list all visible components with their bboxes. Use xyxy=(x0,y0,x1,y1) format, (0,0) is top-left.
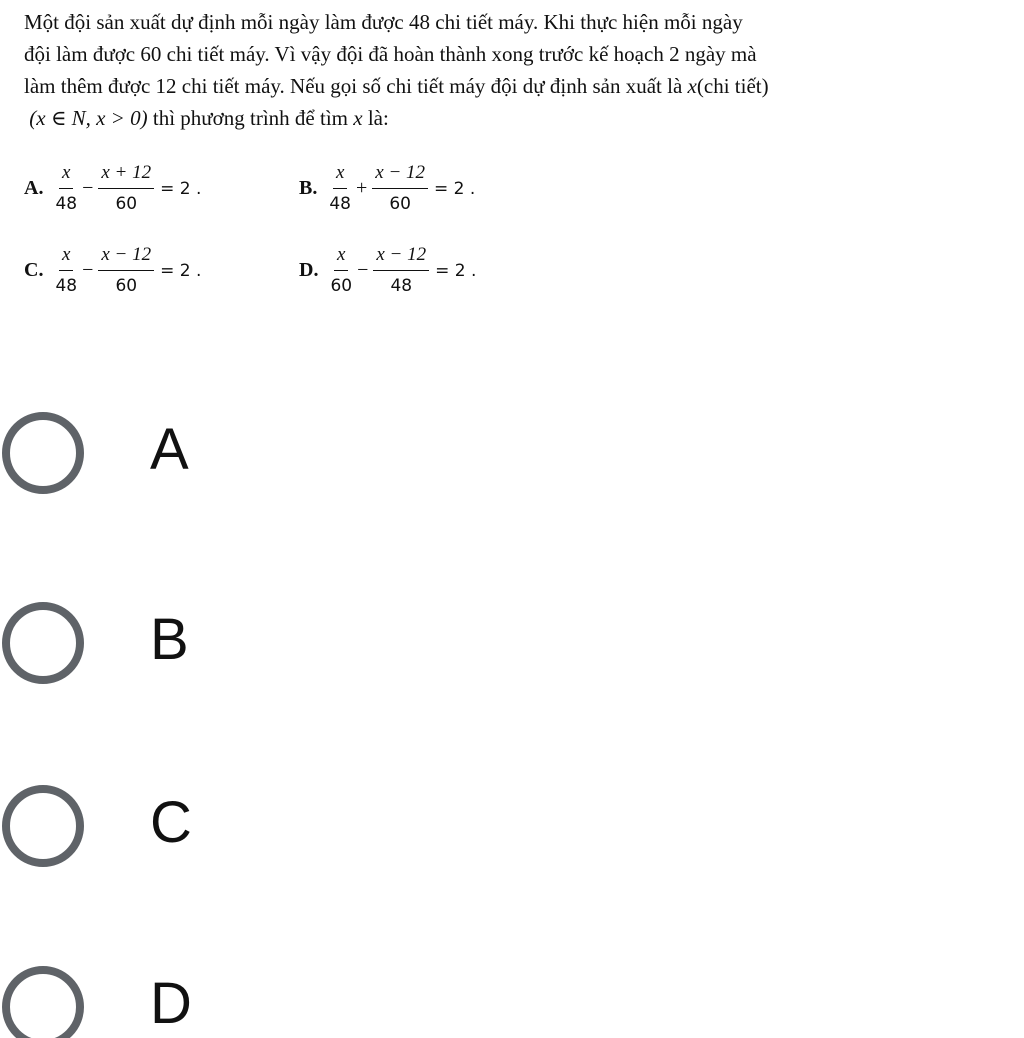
denominator: 60 xyxy=(330,276,353,296)
options-row-1 xyxy=(24,160,475,217)
option-b xyxy=(299,160,475,217)
option-d xyxy=(299,242,476,299)
choice-b[interactable] xyxy=(0,594,400,704)
fraction xyxy=(372,160,428,217)
fraction xyxy=(55,242,77,299)
denominator: 60 xyxy=(389,194,411,214)
denominator: 48 xyxy=(55,194,78,214)
denominator: 48 xyxy=(390,276,413,296)
radio-button-b[interactable] xyxy=(2,602,84,684)
choice-label-b[interactable]: B xyxy=(150,607,189,672)
right-hand-side: = 2 . xyxy=(434,178,476,199)
denominator: 48 xyxy=(55,276,78,296)
question-line-4-end: là: xyxy=(362,106,389,130)
operator: − xyxy=(357,259,369,281)
numerator: x − 12 xyxy=(101,244,152,265)
operator: − xyxy=(82,177,94,199)
fraction xyxy=(329,160,351,217)
right-hand-side: = 2 . xyxy=(160,260,202,281)
denominator: 60 xyxy=(115,276,138,296)
question-line-2: đội làm được 60 chi tiết máy. Vì vậy đội đã hoàn thành xong trước kế hoạch 2 ngày mà xyxy=(24,42,757,66)
question-line-1: Một đội sản xuất dự định mỗi ngày làm được 48 chi tiết máy. Khi thực hiện mỗi ngày xyxy=(24,10,743,34)
question-text xyxy=(24,6,1024,134)
right-hand-side: = 2 . xyxy=(435,260,477,281)
question-line-4 xyxy=(24,102,1024,134)
numerator: x xyxy=(62,162,71,183)
denominator: 60 xyxy=(115,194,138,214)
choice-a[interactable] xyxy=(0,404,400,514)
numerator: x + 12 xyxy=(101,162,152,183)
operator: − xyxy=(82,259,94,281)
choice-label-a[interactable]: A xyxy=(150,417,189,482)
option-letter: A. xyxy=(24,177,44,199)
numerator: x xyxy=(337,244,346,265)
numerator: x − 12 xyxy=(376,244,427,265)
choice-label-d[interactable]: D xyxy=(150,971,192,1036)
option-c xyxy=(24,242,299,299)
question-line-3-end: (chi tiết) xyxy=(696,74,769,98)
denominator: 48 xyxy=(329,194,351,214)
fraction xyxy=(55,160,77,217)
fraction xyxy=(330,242,352,299)
variable-x: x xyxy=(687,74,697,98)
operator: + xyxy=(355,177,368,199)
question-line-3-text: làm thêm được 12 chi tiết máy. Nếu gọi số chi tiết máy đội dự định sản xuất là xyxy=(24,74,688,98)
radio-button-a[interactable] xyxy=(2,412,84,494)
choice-label-c[interactable]: C xyxy=(150,790,192,855)
question-line-4-text: thì phương trình để tìm xyxy=(147,106,354,130)
radio-button-c[interactable] xyxy=(2,785,84,867)
radio-button-d[interactable] xyxy=(2,966,84,1038)
choice-d[interactable] xyxy=(0,958,400,1038)
choice-c[interactable] xyxy=(0,777,400,887)
domain-condition: (x ∈ N, x > 0) xyxy=(29,106,148,130)
fraction xyxy=(373,242,429,299)
fraction xyxy=(98,242,154,299)
fraction xyxy=(98,160,154,217)
option-letter: B. xyxy=(299,177,318,199)
variable-x: x xyxy=(353,106,363,130)
option-a xyxy=(24,160,299,217)
numerator: x xyxy=(62,244,71,265)
numerator: x − 12 xyxy=(375,162,426,183)
numerator: x xyxy=(335,162,345,183)
option-letter: D. xyxy=(299,259,319,281)
question-line-3 xyxy=(24,70,1024,102)
options-row-2 xyxy=(24,242,476,299)
right-hand-side: = 2 . xyxy=(160,178,202,199)
option-letter: C. xyxy=(24,259,44,281)
